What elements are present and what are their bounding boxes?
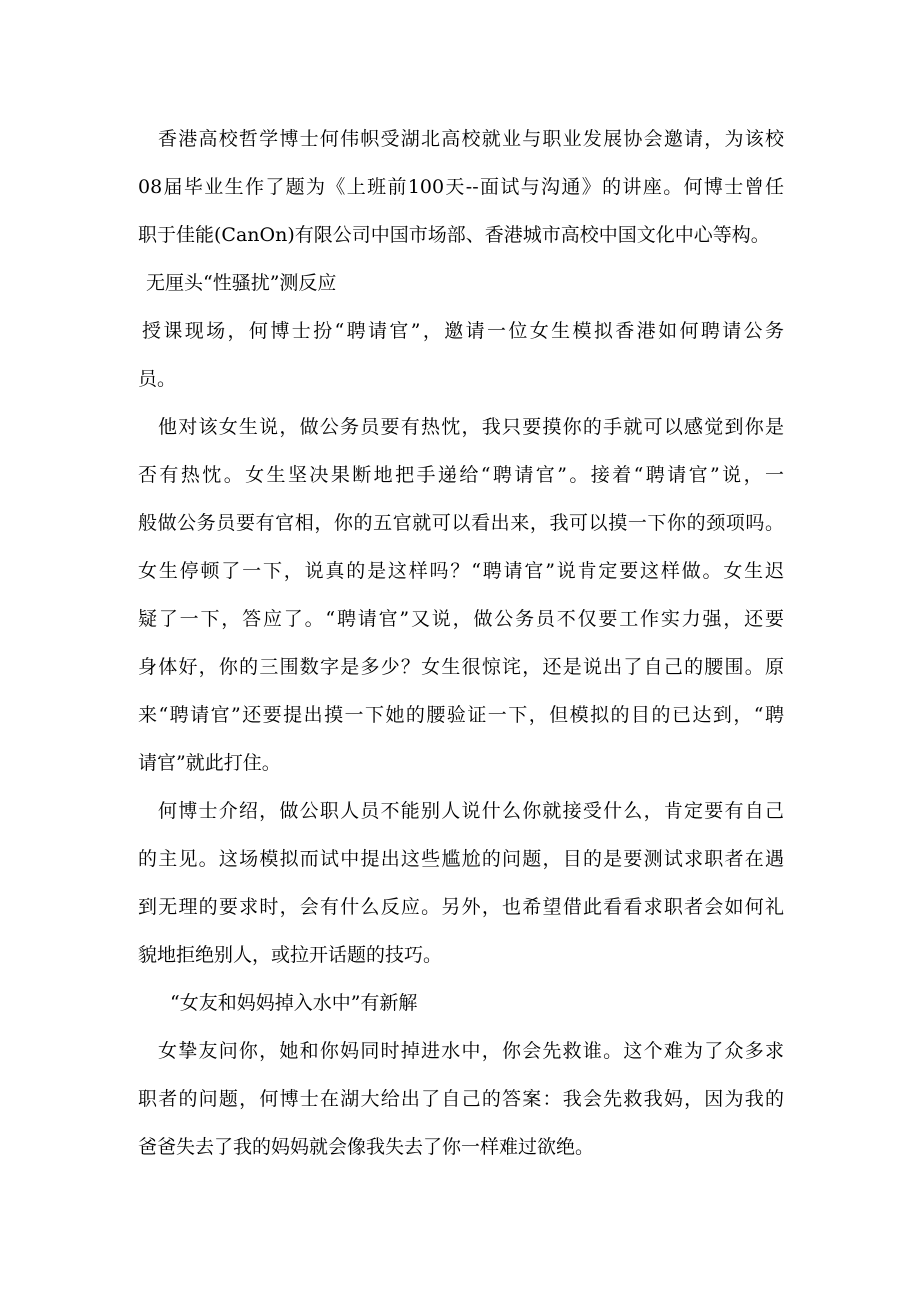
paragraph-1-line-2: 08届毕业生作了题为《上班前100天--面试与沟通》的讲座。何博士曾任 <box>138 176 784 198</box>
paragraph-1-line-1: 香港高校哲学博士何伟帜受湖北高校就业与职业发展协会邀请，为该校 <box>158 128 784 150</box>
paragraph-3-line-2: 否有热忱。女生坚决果断地把手递给“聘请官”。接着“聘请官”说，一 <box>138 464 784 486</box>
paragraph-3-line-1: 他对该女生说，做公务员要有热忱，我只要摸你的手就可以感觉到你是 <box>158 416 784 438</box>
paragraph-3-line-8: 请官”就此打住。 <box>138 752 281 774</box>
paragraph-2-line-1: 授课现场，何博士扮“聘请官”，邀请一位女生模拟香港如何聘请公务 <box>142 320 784 342</box>
paragraph-4-line-4: 貌地拒绝别人，或拉开话题的技巧。 <box>138 944 443 966</box>
paragraph-5-line-2: 职者的问题，何博士在湖大给出了自己的答案：我会先救我妈，因为我的 <box>138 1088 784 1110</box>
paragraph-5-line-1: 女挚友问你，她和你妈同时掉进水中，你会先救谁。这个难为了众多求 <box>158 1040 784 1062</box>
paragraph-2-line-2: 员。 <box>138 368 177 390</box>
paragraph-4-line-2: 的主见。这场模拟而试中提出这些尴尬的问题，目的是要测试求职者在遇 <box>138 848 784 870</box>
paragraph-3-line-3: 般做公务员要有官相，你的五官就可以看出来，我可以摸一下你的颈项吗。 <box>138 512 784 534</box>
paragraph-1-line-3: 职于佳能(CanOn)有限公司中国市场部、香港城市高校中国文化中心等构。 <box>138 224 770 246</box>
paragraph-5-line-3: 爸爸失去了我的妈妈就会像我失去了你一样难过欲绝。 <box>138 1136 595 1158</box>
paragraph-4-line-1: 何博士介绍，做公职人员不能别人说什么你就接受什么，肯定要有自己 <box>158 800 784 822</box>
paragraph-3-line-5: 疑了一下，答应了。“聘请官”又说，做公务员不仅要工作实力强，还要 <box>138 608 784 630</box>
article-body <box>138 115 784 1171</box>
paragraph-3-line-7: 来“聘请官”还要提出摸一下她的腰验证一下，但模拟的目的已达到，“聘 <box>138 704 784 726</box>
section-heading-harassment: 无厘头“性骚扰”测反应 <box>146 272 337 294</box>
section-heading-rescue-question: “女友和妈妈掉入水中”有新解 <box>170 992 418 1014</box>
paragraph-4-line-3: 到无理的要求时，会有什么反应。另外，也希望借此看看求职者会如何礼 <box>138 896 784 918</box>
paragraph-3-line-4: 女生停顿了一下，说真的是这样吗？“聘请官”说肯定要这样做。女生迟 <box>138 560 784 582</box>
paragraph-3-line-6: 身体好，你的三围数字是多少？女生很惊诧，还是说出了自己的腰围。原 <box>138 656 784 678</box>
